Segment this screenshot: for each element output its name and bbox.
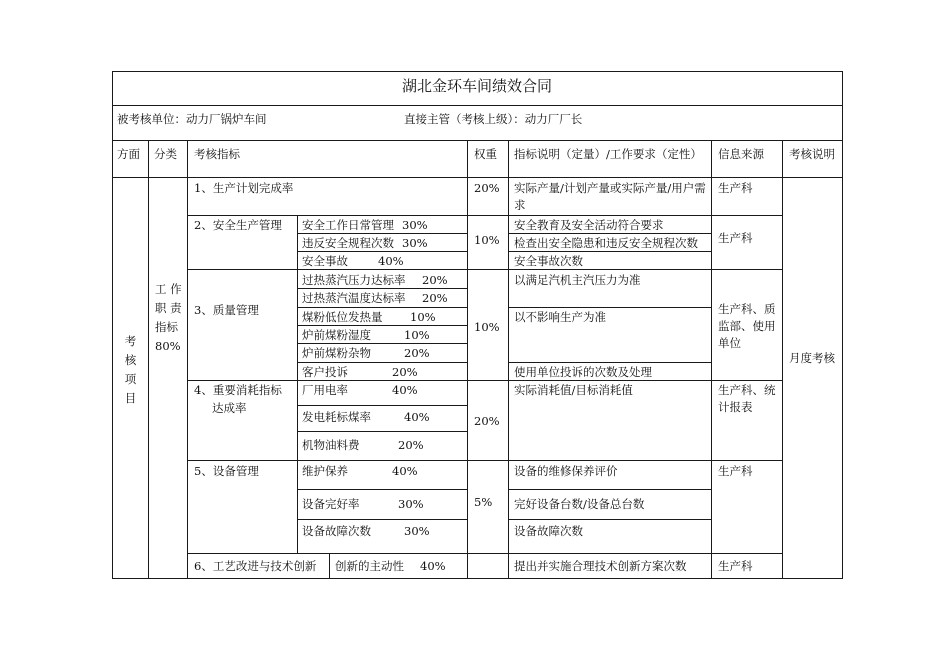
sub-indicator: 创新的主动性 (335, 559, 404, 573)
cell-text: 目 (124, 391, 137, 405)
grid-line (508, 140, 509, 579)
header-aspect: 方面 (117, 147, 140, 161)
sub-percentage: 30% (402, 236, 428, 250)
sub-percentage: 40% (392, 383, 418, 397)
sub-indicator: 厂用电率 (302, 383, 348, 397)
sub-percentage: 20% (422, 273, 448, 287)
indicator-description: 设备故障次数 (514, 524, 583, 538)
sub-percentage: 10% (404, 328, 430, 342)
header-category: 分类 (154, 147, 177, 161)
sub-percentage: 40% (392, 464, 418, 478)
indicator-description: 以不影响生产为准 (514, 310, 606, 324)
grid-line (508, 307, 712, 308)
grid-line (297, 362, 468, 363)
sub-indicator: 维护保养 (302, 464, 348, 478)
sub-indicator: 发电耗标煤率 (302, 410, 371, 424)
sub-percentage: 20% (404, 346, 430, 360)
grid-line (187, 460, 783, 461)
indicator-description: 安全事故次数 (514, 254, 583, 268)
grid-line (508, 489, 712, 490)
grid-line (297, 489, 468, 490)
sub-indicator: 过热蒸汽压力达标率 (302, 273, 406, 287)
weight-value: 10% (474, 320, 500, 334)
grid-line (187, 553, 783, 554)
sub-percentage: 40% (404, 410, 430, 424)
header-note: 考核说明 (789, 147, 835, 161)
grid-line (112, 177, 843, 178)
grid-line (187, 215, 783, 216)
grid-line (297, 431, 468, 432)
sub-percentage: 30% (402, 218, 428, 232)
header-description: 指标说明（定量）/工作要求（定性） (514, 147, 702, 161)
grid-line (187, 140, 188, 579)
indicator-description: 安全教育及安全活动符合要求 (514, 218, 664, 232)
grid-line (842, 71, 843, 579)
sub-indicator: 客户投诉 (302, 365, 348, 379)
grid-line (508, 362, 712, 363)
cell-text: 职 责 (155, 301, 182, 315)
weight-value: 10% (474, 233, 500, 247)
grid-line (187, 380, 783, 381)
weight-value: 20% (474, 181, 500, 195)
sub-percentage: 20% (392, 365, 418, 379)
grid-line (148, 140, 149, 579)
contract-title: 湖北金环车间绩效合同 (401, 77, 552, 95)
sub-indicator: 设备完好率 (302, 497, 360, 511)
grid-line (329, 553, 330, 579)
indicator-label: 5、设备管理 (194, 464, 259, 478)
sub-percentage: 40% (378, 254, 404, 268)
info-source: 生产科 (718, 464, 753, 478)
indicator-description: 使用单位投诉的次数及处理 (514, 365, 652, 379)
grid-line (782, 140, 783, 579)
sub-percentage: 10% (410, 310, 436, 324)
sub-indicator: 设备故障次数 (302, 524, 371, 538)
info-source: 生产科 (718, 559, 753, 573)
grid-line (467, 140, 468, 579)
info-source: 生产科 (718, 231, 753, 245)
grid-line (112, 71, 843, 72)
indicator-description: 实际产量/计划产量或实际产量/用户需求 (514, 181, 706, 212)
cell-text: 考 (124, 334, 137, 348)
grid-line (297, 519, 468, 520)
weight-value: 20% (474, 414, 500, 428)
indicator-label: 6、工艺改进与技术创新 (194, 559, 317, 573)
cell-text: 核 (124, 353, 137, 367)
indicator-description: 完好设备台数/设备总台数 (514, 497, 645, 511)
direct-supervisor: 直接主管（考核上级）：动力厂厂长 (404, 112, 583, 126)
grid-line (112, 71, 113, 579)
indicator-label: 2、安全生产管理 (194, 218, 282, 232)
sub-indicator: 安全工作日常管理 (302, 218, 394, 232)
sub-indicator: 煤粉低位发热量 (302, 310, 383, 324)
indicator-label-line2: 达成率 (212, 401, 247, 415)
indicator-label: 3、质量管理 (194, 303, 259, 317)
sub-indicator: 机物油料费 (302, 438, 360, 452)
indicator-description: 提出并实施合理技术创新方案次数 (514, 559, 687, 573)
cell-text: 80% (155, 339, 181, 353)
sub-percentage: 30% (404, 524, 430, 538)
cell-text: 项 (124, 372, 137, 386)
grid-line (112, 140, 843, 141)
header-indicator: 考核指标 (194, 147, 240, 161)
sub-percentage: 20% (422, 291, 448, 305)
indicator-description: 检查出安全隐患和违反安全规程次数 (514, 236, 698, 250)
sub-indicator: 炉前煤粉杂物 (302, 346, 371, 360)
cell-text: 指标 (155, 320, 178, 334)
indicator-description: 设备的维修保养评价 (514, 464, 618, 478)
grid-line (297, 215, 298, 553)
sub-percentage: 20% (398, 438, 424, 452)
indicator-label: 1、生产计划完成率 (194, 181, 294, 195)
header-weight: 权重 (474, 147, 497, 161)
indicator-description: 以满足汽机主汽压力为准 (514, 273, 641, 287)
info-source: 生产科、统计报表 (718, 383, 776, 414)
grid-line (711, 140, 712, 579)
sub-indicator: 违反安全规程次数 (302, 236, 394, 250)
sub-indicator: 安全事故 (302, 254, 348, 268)
indicator-label: 4、重要消耗指标 (194, 383, 282, 397)
sub-percentage: 30% (398, 497, 424, 511)
grid-line (297, 307, 468, 308)
grid-line (508, 519, 712, 520)
cell-text: 工 作 (155, 282, 182, 296)
info-source: 生产科 (718, 181, 753, 195)
sub-indicator: 炉前煤粉湿度 (302, 328, 371, 342)
indicator-description: 实际消耗值/目标消耗值 (514, 383, 633, 397)
sub-indicator: 过热蒸汽温度达标率 (302, 291, 406, 305)
weight-value: 5% (474, 495, 493, 509)
assessed-unit: 被考核单位：动力厂锅炉车间 (117, 112, 267, 126)
grid-line (297, 405, 468, 406)
grid-line (112, 105, 843, 106)
header-source: 信息来源 (718, 147, 764, 161)
grid-line (187, 269, 783, 270)
monthly-assessment: 月度考核 (789, 351, 835, 365)
info-source: 生产科、质监部、使用单位 (718, 302, 776, 350)
grid-line (112, 578, 843, 579)
sub-percentage: 40% (420, 559, 446, 573)
